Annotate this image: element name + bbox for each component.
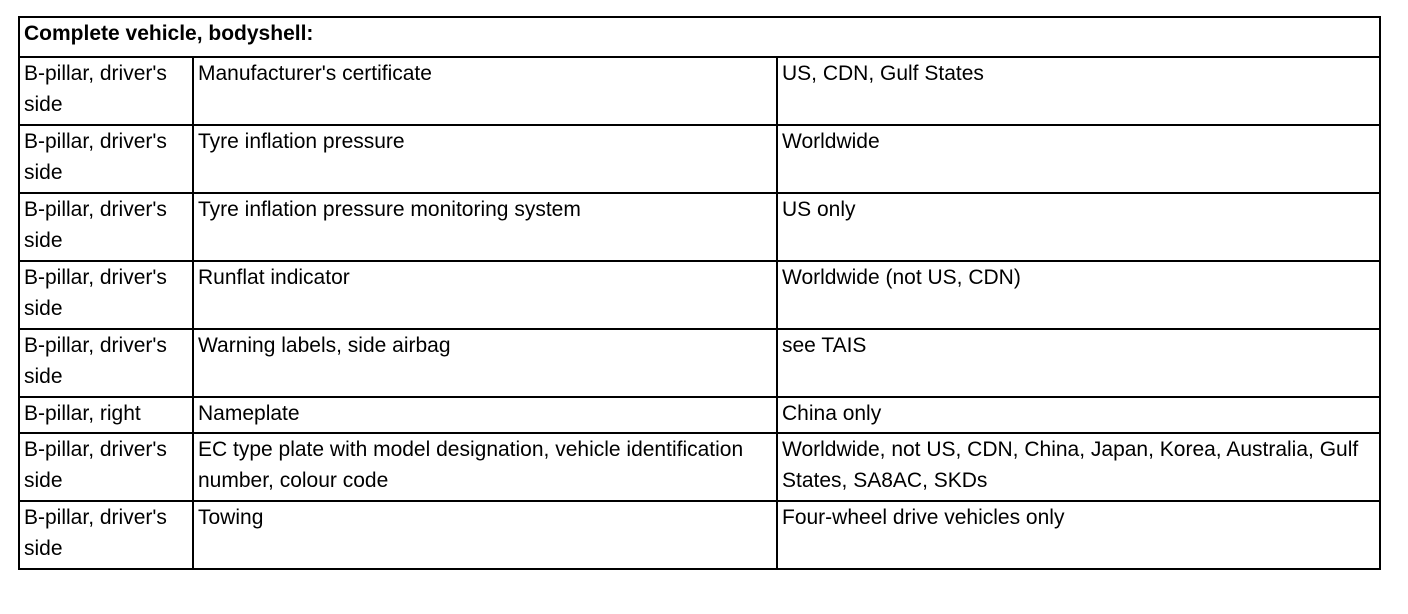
table-row (19, 261, 1380, 329)
table-row (19, 57, 1380, 125)
location-cell: B-pillar, right (19, 397, 193, 433)
markets-cell: Worldwide (not US, CDN) (777, 261, 1380, 329)
markets-cell: US only (777, 193, 1380, 261)
location-cell: B-pillar, driver's side (19, 501, 193, 569)
label-cell: Manufacturer's certificate (193, 57, 777, 125)
location-cell: B-pillar, driver's side (19, 125, 193, 193)
table-header: Complete vehicle, bodyshell: (19, 17, 1380, 57)
label-cell: EC type plate with model designation, vehicle identification number, colour code (193, 433, 777, 501)
label-cell: Tyre inflation pressure (193, 125, 777, 193)
table-row (19, 397, 1380, 433)
table-row (19, 433, 1380, 501)
markets-cell: US, CDN, Gulf States (777, 57, 1380, 125)
table-row (19, 329, 1380, 397)
table-row (19, 125, 1380, 193)
location-cell: B-pillar, driver's side (19, 329, 193, 397)
table-header-row (19, 17, 1380, 57)
table-row (19, 501, 1380, 569)
label-locations-table (18, 16, 1381, 570)
markets-cell: China only (777, 397, 1380, 433)
table-row (19, 193, 1380, 261)
location-cell: B-pillar, driver's side (19, 193, 193, 261)
location-cell: B-pillar, driver's side (19, 433, 193, 501)
markets-cell: Four-wheel drive vehicles only (777, 501, 1380, 569)
location-cell: B-pillar, driver's side (19, 261, 193, 329)
label-cell: Runflat indicator (193, 261, 777, 329)
label-cell: Nameplate (193, 397, 777, 433)
markets-cell: Worldwide, not US, CDN, China, Japan, Korea, Australia, Gulf States, SA8AC, SKDs (777, 433, 1380, 501)
label-cell: Tyre inflation pressure monitoring system (193, 193, 777, 261)
label-cell: Towing (193, 501, 777, 569)
markets-cell: Worldwide (777, 125, 1380, 193)
markets-cell: see TAIS (777, 329, 1380, 397)
label-cell: Warning labels, side airbag (193, 329, 777, 397)
location-cell: B-pillar, driver's side (19, 57, 193, 125)
